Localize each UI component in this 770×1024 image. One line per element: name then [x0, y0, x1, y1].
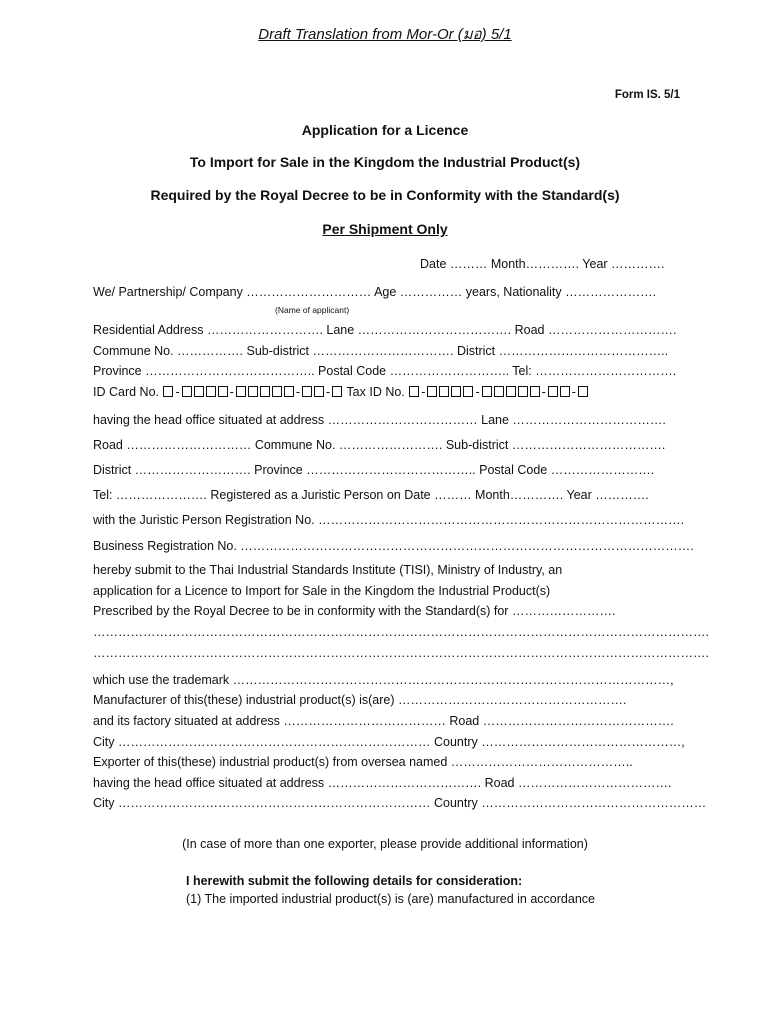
- trademark-line: which use the trademark ……………………………………………………………………………………………,: [93, 673, 674, 687]
- district-line: District ………………………. Province ………………………………….. Postal Code …………………….: [93, 463, 655, 477]
- document-header: Draft Translation from Mor-Or (มอ) 5/1: [258, 26, 512, 43]
- tax-id-boxes: - - - -: [408, 385, 589, 399]
- city-line-1: City ………………………………………………………………… Country …………………………………………,: [93, 735, 685, 749]
- dotted-line-1: ………………………………………………………………………………………………………………………………….: [93, 625, 709, 639]
- title-line-4: Per Shipment Only: [322, 221, 448, 237]
- dotted-line-2: ………………………………………………………………………………………………………………………………….: [93, 646, 709, 660]
- id-card-label: ID Card No.: [93, 385, 159, 399]
- head-office-line-2: having the head office situated at address ………………………………. Road ……………………………….: [93, 776, 672, 790]
- manufacturer-line: Manufacturer of this(these) industrial product(s) is(are) ……………………………………………….: [93, 693, 627, 707]
- residential-line: Residential Address ………………………. Lane ………………………………. Road ………………………….: [93, 323, 677, 337]
- company-line: We/ Partnership/ Company ………………………… Age …………… years, Nationality ………………….: [93, 285, 657, 299]
- title-line-3: Required by the Royal Decree to be in Conformity with the Standard(s): [150, 187, 620, 203]
- city-line-2: City ………………………………………………………………… Country ………………………………………………: [93, 796, 707, 810]
- commune-line: Commune No. ……………. Sub-district ……………………………. District …………………………………..: [93, 344, 669, 358]
- road-line: Road ………………………… Commune No. ……………………. Sub-district ……………………………….: [93, 438, 666, 452]
- business-registration-line: Business Registration No. ……………………………………………………………………………………………….: [93, 539, 694, 553]
- exporter-line: Exporter of this(these) industrial product(s) from oversea named ……………………………………..: [93, 755, 633, 769]
- head-office-line: having the head office situated at address ……………………………… Lane ……………………………….: [93, 413, 666, 427]
- submit-line-3: Prescribed by the Royal Decree to be in conformity with the Standard(s) for …………………….: [93, 604, 616, 618]
- id-card-boxes: - - - -: [162, 385, 346, 399]
- exporter-note: (In case of more than one exporter, please provide additional information): [182, 837, 588, 851]
- id-tax-line: [93, 384, 589, 400]
- title-line-1: Application for a Licence: [301, 122, 469, 138]
- title-line-2: To Import for Sale in the Kingdom the Industrial Product(s): [189, 154, 581, 170]
- province-line: Province ………………………………….. Postal Code ……………………….. Tel: …………………………….: [93, 364, 677, 378]
- submit-line-1: hereby submit to the Thai Industrial Standards Institute (TISI), Ministry of Industry, an: [93, 563, 563, 577]
- factory-line: and its factory situated at address ………………………………… Road ……………………………………….: [93, 714, 674, 728]
- submit-line-2: application for a Licence to Import for Sale in the Kingdom the Industrial Product(s): [93, 584, 551, 598]
- name-of-applicant-note: (Name of applicant): [275, 305, 350, 315]
- date-line: Date ……… Month…………. Year ………….: [420, 257, 665, 271]
- details-heading: I herewith submit the following details for consideration:: [186, 874, 523, 888]
- juristic-registration-line: with the Juristic Person Registration No. …………………………………………………………………………….: [93, 513, 685, 527]
- form-number: Form IS. 5/1: [614, 89, 680, 101]
- tax-id-label: Tax ID No.: [346, 385, 405, 399]
- tel-registered-line: Tel: …………………. Registered as a Juristic Person on Date ……… Month…………. Year ………….: [93, 488, 649, 502]
- item-1: (1) The imported industrial product(s) is (are) manufactured in accordance: [186, 892, 595, 906]
